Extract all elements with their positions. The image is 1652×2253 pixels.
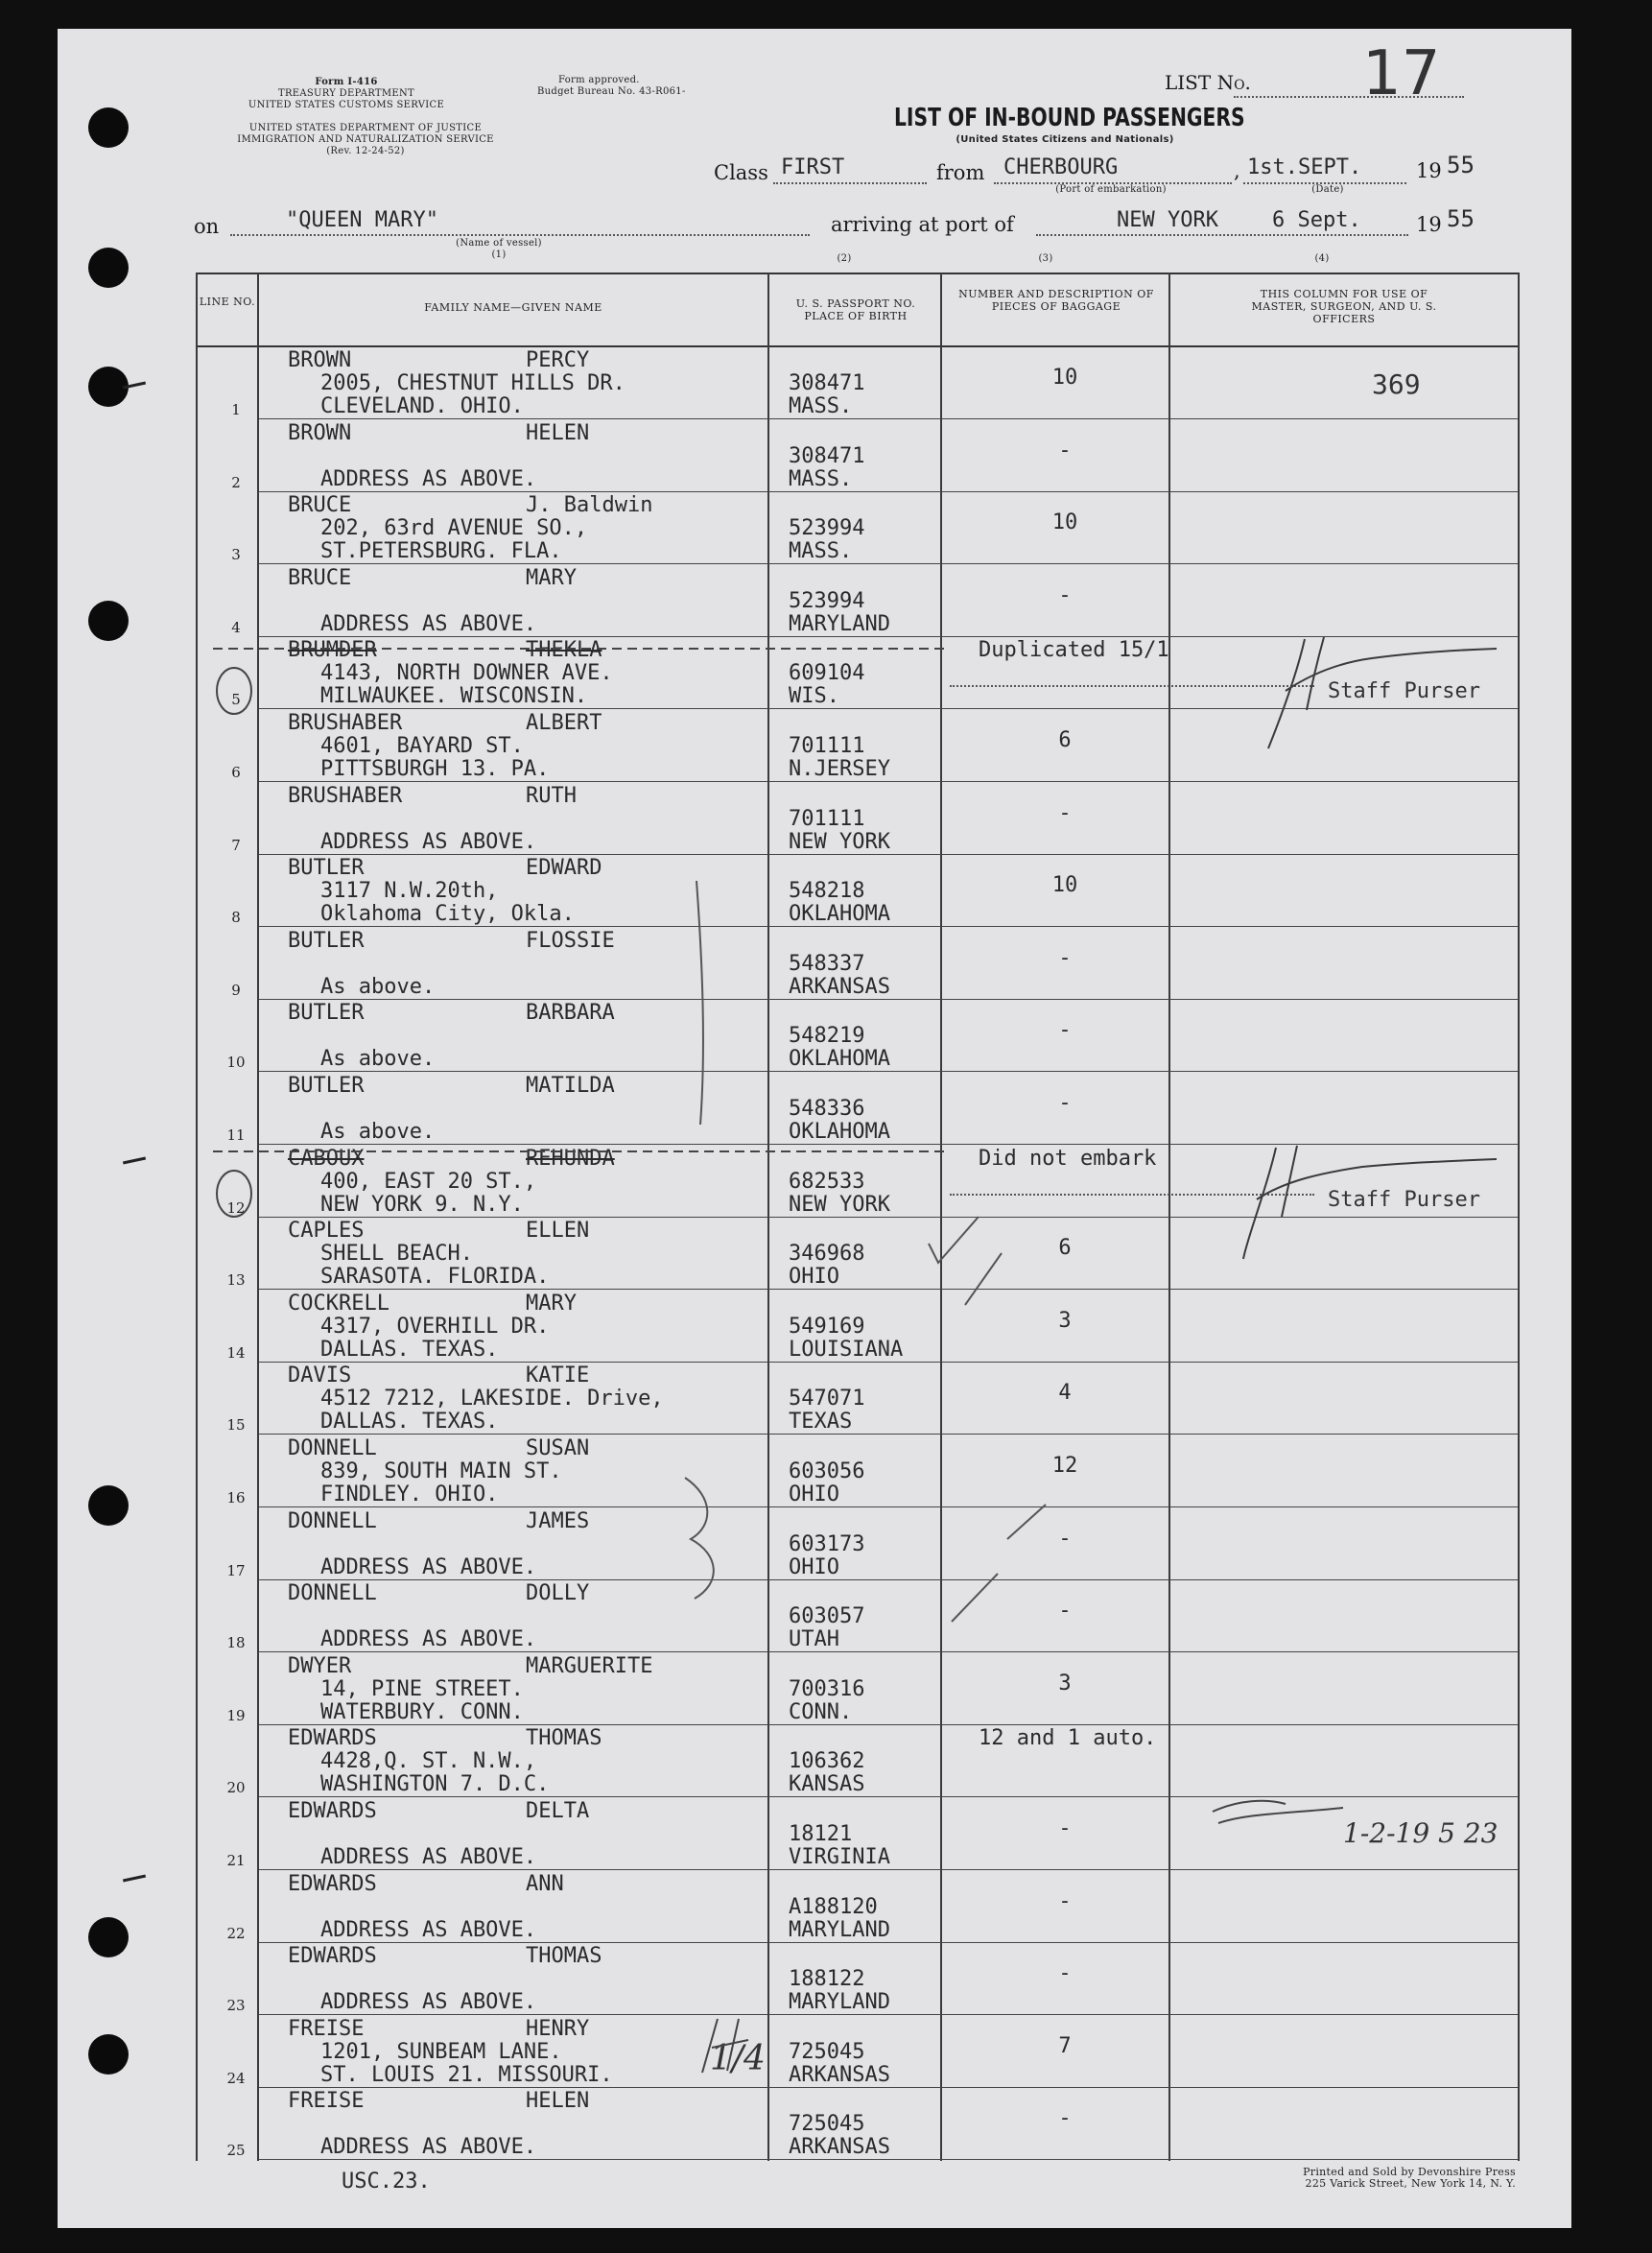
officer-note: Staff Purser [1328, 679, 1480, 703]
column-1-marker: (1) [491, 249, 507, 260]
baggage: 3 [1058, 1309, 1072, 1333]
family-name: BUTLER [288, 1074, 365, 1098]
passport-number: 346968 [789, 1242, 865, 1266]
customs-service: UNITED STATES CUSTOMS SERVICE [248, 100, 445, 110]
line-number: 8 [231, 909, 241, 926]
line-number: 25 [226, 2142, 246, 2159]
given-name: ANN [526, 1872, 564, 1896]
baggage: 3 [1058, 1672, 1072, 1696]
place-of-birth: KANSAS [789, 1772, 865, 1796]
given-name: PERCY [526, 348, 590, 372]
port-caption: (Port of embarkation) [1055, 184, 1167, 195]
address-line-1: 14, PINE STREET. [320, 1677, 524, 1701]
line-number: 5 [231, 691, 241, 708]
document-subtitle: (United States Citizens and Nationals) [956, 134, 1174, 145]
baggage: 10 [1051, 366, 1078, 390]
date-caption: (Date) [1311, 184, 1344, 195]
place-of-birth: VIRGINIA [789, 1845, 890, 1869]
baggage: - [1058, 1816, 1072, 1840]
place-of-birth: ARKANSAS [789, 975, 890, 999]
ins-service: IMMIGRATION AND NATURALIZATION SERVICE [237, 134, 494, 145]
line-number: 22 [226, 1925, 246, 1942]
address-line-2: ST.PETERSBURG. FLA. [320, 539, 562, 563]
date-year-prefix: 19 [1416, 159, 1442, 182]
family-name: DONNELL [288, 1581, 377, 1605]
baggage: 10 [1051, 873, 1078, 897]
address-line-1: 3117 N.W.20th, [320, 879, 499, 903]
arrival-port: NEW YORK [1117, 208, 1218, 232]
place-of-birth: NEW YORK [789, 830, 890, 854]
passport-number: 547071 [789, 1387, 865, 1411]
revision: (Rev. 12-24-52) [326, 146, 405, 156]
baggage: 12 and 1 auto. [979, 1726, 1157, 1750]
passport-number: 700316 [789, 1677, 865, 1701]
baggage: 4 [1058, 1381, 1072, 1405]
baggage: - [1058, 801, 1072, 825]
place-of-birth: CONN. [789, 1700, 853, 1724]
given-name: THOMAS [526, 1726, 602, 1750]
place-of-birth: OHIO [789, 1265, 839, 1289]
family-name: BUTLER [288, 929, 365, 953]
baggage: - [1058, 1599, 1072, 1623]
address-line-2: ADDRESS AS ABOVE. [320, 612, 537, 636]
header-line-no: LINE NO. [199, 296, 256, 308]
printer-line-1: Printed and Sold by Devonshire Press [1303, 2166, 1516, 2178]
baggage: - [1058, 1527, 1072, 1551]
address-line-2: FINDLEY. OHIO. [320, 1482, 499, 1506]
officer-note: Staff Purser [1328, 1188, 1480, 1212]
officer-note: 1/4 [710, 2039, 766, 2078]
line-number: 20 [226, 1779, 246, 1796]
line-number: 7 [231, 837, 241, 854]
form-id: Form I-416 [315, 77, 378, 87]
given-name: FLOSSIE [526, 929, 615, 953]
place-of-birth: LOUISIANA [789, 1338, 904, 1362]
line-number: 12 [226, 1199, 246, 1217]
class-label: Class [714, 161, 768, 184]
line-number: 4 [231, 619, 241, 636]
place-of-birth: WIS. [789, 684, 839, 708]
family-name: CAPLES [288, 1219, 365, 1243]
date-year: 55 [1447, 152, 1475, 178]
line-number: 14 [226, 1344, 246, 1362]
place-of-birth: OHIO [789, 1482, 839, 1506]
passport-number: 308471 [789, 444, 865, 468]
baggage: 6 [1058, 1236, 1072, 1260]
given-name: HELEN [526, 421, 590, 445]
address-line-1: 4143, NORTH DOWNER AVE. [320, 661, 613, 685]
place-of-birth: NEW YORK [789, 1193, 890, 1217]
family-name: COCKRELL [288, 1292, 389, 1316]
passport-number: 188122 [789, 1967, 865, 1991]
address-line-1: 2005, CHESTNUT HILLS DR. [320, 371, 625, 395]
line-number: 15 [226, 1416, 246, 1434]
address-line-2: ADDRESS AS ABOVE. [320, 2135, 537, 2159]
baggage: 7 [1058, 2034, 1072, 2058]
family-name: BRUSHABER [288, 711, 403, 735]
line-number: 24 [226, 2070, 246, 2087]
family-name: CABOUX [288, 1147, 365, 1171]
baggage: - [1058, 583, 1072, 607]
signature-mark [1268, 637, 1497, 748]
given-name: SUSAN [526, 1436, 590, 1460]
given-name: BARBARA [526, 1001, 615, 1025]
address-line-2: As above. [320, 975, 436, 999]
header-name: FAMILY NAME—GIVEN NAME [424, 301, 602, 314]
passport-number: A188120 [789, 1895, 878, 1919]
family-name: FREISE [288, 2089, 365, 2113]
passport-number: 548337 [789, 952, 865, 976]
address-line-2: DALLAS. TEXAS. [320, 1410, 499, 1434]
list-number: 17 [1362, 38, 1441, 109]
line-number: 10 [226, 1054, 246, 1071]
line-number: 2 [231, 474, 241, 491]
family-name: BROWN [288, 348, 352, 372]
address-line-2: DALLAS. TEXAS. [320, 1338, 499, 1362]
given-name: MARGUERITE [526, 1654, 653, 1678]
place-of-birth: N.JERSEY [789, 757, 890, 781]
family-name: BRUMDER [288, 638, 377, 662]
given-name: REHUNDA [526, 1147, 615, 1171]
passport-number: 106362 [789, 1749, 865, 1773]
passport-number: 523994 [789, 589, 865, 613]
arriving-label: arriving at port of [831, 213, 1014, 236]
baggage: 12 [1051, 1454, 1078, 1478]
given-name: MARY [526, 1292, 577, 1316]
given-name: RUTH [526, 784, 577, 808]
passport-number: 701111 [789, 734, 865, 758]
family-name: DWYER [288, 1654, 352, 1678]
place-of-birth: ARKANSAS [789, 2063, 890, 2087]
line-number: 16 [226, 1489, 246, 1506]
printer-credit [1190, 2167, 1516, 2190]
given-name: EDWARD [526, 856, 602, 880]
address-line-2: NEW YORK 9. N.Y. [320, 1193, 524, 1217]
place-of-birth: MASS. [789, 539, 853, 563]
class-value: FIRST [781, 155, 845, 179]
family-name: FREISE [288, 2017, 365, 2041]
address-line-2: CLEVELAND. OHIO. [320, 394, 524, 418]
family-name: EDWARDS [288, 1872, 377, 1896]
passport-number: 603057 [789, 1604, 865, 1628]
address-line-2: Oklahoma City, Okla. [320, 902, 575, 926]
officer-note: 369 [1372, 368, 1421, 400]
given-name: ALBERT [526, 711, 602, 735]
given-name: MARY [526, 566, 577, 590]
address-line-2: ST. LOUIS 21. MISSOURI. [320, 2063, 613, 2087]
given-name: MATILDA [526, 1074, 615, 1098]
form-approved: Form approved. [558, 75, 640, 85]
address-line-1: 202, 63rd AVENUE SO., [320, 516, 588, 540]
line-number: 18 [226, 1634, 246, 1651]
address-line-2: As above. [320, 1120, 436, 1144]
given-name: HENRY [526, 2017, 590, 2041]
header-baggage: NUMBER AND DESCRIPTION OF PIECES OF BAGGAGE [958, 288, 1154, 313]
line-number: 11 [226, 1126, 246, 1144]
place-of-birth: TEXAS [789, 1410, 853, 1434]
baggage: Duplicated 15/1 [979, 638, 1169, 662]
address-line-2: MILWAUKEE. WISCONSIN. [320, 684, 588, 708]
address-line-2: ADDRESS AS ABOVE. [320, 1845, 537, 1869]
passport-number: 682533 [789, 1170, 865, 1194]
margin-brace [685, 881, 714, 1599]
passport-number: 548218 [789, 879, 865, 903]
baggage: - [1058, 2106, 1072, 2130]
place-of-birth: OHIO [789, 1555, 839, 1579]
family-name: EDWARDS [288, 1799, 377, 1823]
address-line-2: SARASOTA. FLORIDA. [320, 1265, 550, 1289]
family-name: DONNELL [288, 1436, 377, 1460]
check-mark [929, 1217, 1046, 1622]
family-name: EDWARDS [288, 1726, 377, 1750]
place-of-birth: MARYLAND [789, 1918, 890, 1942]
address-line-2: ADDRESS AS ABOVE. [320, 1990, 537, 2014]
given-name: KATIE [526, 1364, 590, 1387]
address-line-2: WASHINGTON 7. D.C. [320, 1772, 550, 1796]
address-line-2: PITTSBURGH 13. PA. [320, 757, 550, 781]
family-name: BRUCE [288, 493, 352, 517]
arrival-date: 6 Sept. [1272, 208, 1361, 232]
address-line-1: 4428,Q. ST. N.W., [320, 1749, 537, 1773]
strike-dash [213, 649, 950, 1151]
given-name: THOMAS [526, 1944, 602, 1968]
address-line-1: 4512 7212, LAKESIDE. Drive, [320, 1387, 664, 1411]
signature-mark [1243, 1146, 1497, 1259]
header-officers: THIS COLUMN FOR USE OF MASTER, SURGEON, AND U. S. OFFICERS [1251, 288, 1437, 325]
baggage: - [1058, 1961, 1072, 1985]
arrival-year: 55 [1447, 205, 1475, 232]
margin-circle [217, 668, 251, 1217]
line-number: 23 [226, 1997, 246, 2014]
family-name: EDWARDS [288, 1944, 377, 1968]
vessel-name: "QUEEN MARY" [286, 208, 438, 232]
passport-number: 549169 [789, 1315, 865, 1339]
address-line-2: ADDRESS AS ABOVE. [320, 1918, 537, 1942]
officer-note: 1-2-19 5 23 [1343, 1817, 1499, 1849]
given-name: ELLEN [526, 1219, 590, 1243]
port-of-embarkation: CHERBOURG [1003, 155, 1119, 179]
place-of-birth: OKLAHOMA [789, 902, 890, 926]
place-of-birth: OKLAHOMA [789, 1047, 890, 1071]
passport-number: 725045 [789, 2112, 865, 2136]
passport-number: 603173 [789, 1532, 865, 1556]
printer-line-2: 225 Varick Street, New York 14, N. Y. [1305, 2177, 1516, 2190]
baggage: Did not embark [979, 1147, 1157, 1171]
place-of-birth: MASS. [789, 467, 853, 491]
passport-number: 725045 [789, 2040, 865, 2064]
passport-number: 603056 [789, 1459, 865, 1483]
arr-year-prefix: 19 [1416, 213, 1442, 236]
on-label: on [194, 215, 220, 238]
baggage: - [1058, 946, 1072, 970]
passport-number: 609104 [789, 661, 865, 685]
family-name: BRUCE [288, 566, 352, 590]
address-line-1: 4601, BAYARD ST. [320, 734, 524, 758]
passport-number: 523994 [789, 516, 865, 540]
given-name: HELEN [526, 2089, 590, 2113]
passport-number: 308471 [789, 371, 865, 395]
column-3-marker: (3) [1038, 253, 1053, 264]
header-passport: U. S. PASSPORT NO. PLACE OF BIRTH [795, 297, 916, 322]
passport-number: 548219 [789, 1024, 865, 1048]
column-2-marker: (2) [837, 253, 852, 264]
line-number: 1 [231, 401, 241, 418]
address-line-2: ADDRESS AS ABOVE. [320, 467, 537, 491]
given-name: DELTA [526, 1799, 590, 1823]
scribble [702, 1801, 1343, 2073]
line-number: 17 [226, 1562, 246, 1579]
given-name: J. Baldwin [526, 493, 653, 517]
place-of-birth: MASS. [789, 394, 853, 418]
list-no-label: LIST No. [1165, 71, 1251, 94]
justice-dept: UNITED STATES DEPARTMENT OF JUSTICE [248, 123, 483, 133]
baggage: - [1058, 1091, 1072, 1115]
family-name: BROWN [288, 421, 352, 445]
treasury-dept: TREASURY DEPARTMENT [277, 88, 415, 99]
address-line-1: 839, SOUTH MAIN ST. [320, 1459, 562, 1483]
column-4-marker: (4) [1314, 253, 1330, 264]
family-name: BRUSHABER [288, 784, 403, 808]
passport-number: 701111 [789, 807, 865, 831]
line-number: 19 [226, 1707, 246, 1724]
line-number: 3 [231, 546, 241, 563]
line-number: 9 [231, 982, 241, 999]
from-label: from [936, 161, 985, 184]
budget-bureau: Budget Bureau No. 43-R061- [537, 86, 686, 97]
family-name: BUTLER [288, 856, 365, 880]
address-line-2: As above. [320, 1047, 436, 1071]
vessel-caption-text: (Name of vessel) [456, 238, 542, 249]
form-code: USC.23. [342, 2170, 431, 2194]
baggage: 10 [1051, 510, 1078, 534]
baggage: - [1058, 439, 1072, 462]
address-line-2: WATERBURY. CONN. [320, 1700, 524, 1724]
line-number: 6 [231, 764, 241, 781]
given-name: JAMES [526, 1509, 590, 1533]
passport-number: 18121 [789, 1822, 853, 1846]
baggage: - [1058, 1889, 1072, 1913]
line-number: 13 [226, 1271, 246, 1289]
baggage: 6 [1058, 728, 1072, 752]
address-line-1: 4317, OVERHILL DR. [320, 1315, 550, 1339]
place-of-birth: OKLAHOMA [789, 1120, 890, 1144]
address-line-2: ADDRESS AS ABOVE. [320, 1555, 537, 1579]
address-line-2: ADDRESS AS ABOVE. [320, 830, 537, 854]
address-line-2: ADDRESS AS ABOVE. [320, 1627, 537, 1651]
passport-number: 548336 [789, 1097, 865, 1121]
place-of-birth: ARKANSAS [789, 2135, 890, 2159]
place-of-birth: MARYLAND [789, 612, 890, 636]
given-name: THEKLA [526, 638, 602, 662]
address-line-1: 400, EAST 20 ST., [320, 1170, 537, 1194]
embarkation-date: 1st.SEPT. [1247, 155, 1362, 179]
address-line-1: SHELL BEACH. [320, 1242, 473, 1266]
place-of-birth: UTAH [789, 1627, 839, 1651]
document-title: LIST OF IN-BOUND PASSENGERS [894, 104, 1245, 132]
address-line-1: 1201, SUNBEAM LANE. [320, 2040, 562, 2064]
baggage: - [1058, 1018, 1072, 1042]
family-name: BUTLER [288, 1001, 365, 1025]
line-number: 21 [226, 1852, 246, 1869]
given-name: DOLLY [526, 1581, 590, 1605]
place-of-birth: MARYLAND [789, 1990, 890, 2014]
family-name: DAVIS [288, 1364, 352, 1387]
family-name: DONNELL [288, 1509, 377, 1533]
